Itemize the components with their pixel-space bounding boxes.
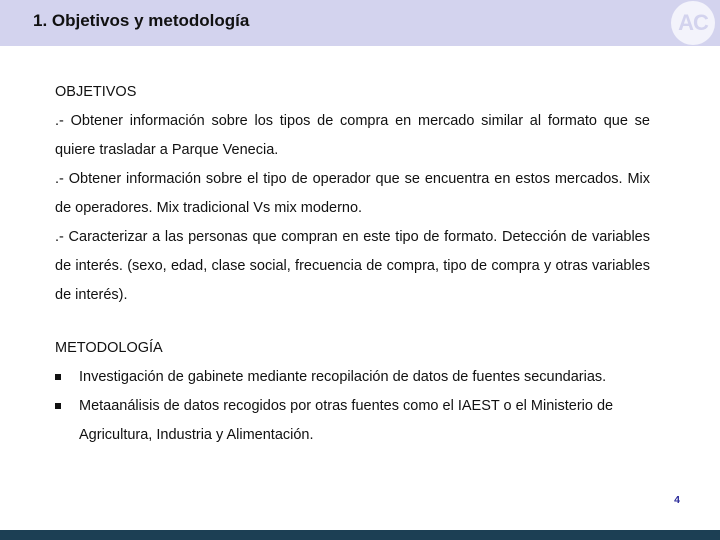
metodologia-item-text: Investigación de gabinete mediante recopilación de datos de fuentes secundarias. [79,369,607,385]
metodologia-item-text: Metaanálisis de datos recogidos por otras fuentes como el IAEST o el Ministerio de Agricultura, Industria y Alimentación. [79,398,614,443]
objetivos-heading: OBJETIVOS [55,84,137,100]
ac-logo [666,0,720,46]
logo-text: AC [678,10,708,35]
metodologia-list [55,363,650,450]
page-title: 1. Objetivos y metodología [33,11,250,30]
list-item [55,363,650,392]
page-number: 4 [674,494,680,506]
objetivo-item: .- Obtener información sobre los tipos de compra en mercado similar al formato que se quiere trasladar a Parque Venecia. [55,113,650,158]
header-band [0,0,666,46]
square-bullet-icon [55,374,61,380]
objetivo-item: .- Caracterizar a las personas que compran en este tipo de formato. Detección de variables de interés. (sexo, edad, clase social, frecuencia de compra, tipo de compra y otras variables de interés). [55,229,650,303]
square-bullet-icon [55,403,61,409]
objetivo-item: .- Obtener información sobre el tipo de operador que se encuentra en estos mercados. Mix de operadores. Mix tradicional Vs mix moderno. [55,171,650,216]
slide-content [55,78,650,450]
metodologia-heading: METODOLOGÍA [55,340,163,356]
footer-bar [0,530,720,540]
list-item [55,392,650,450]
